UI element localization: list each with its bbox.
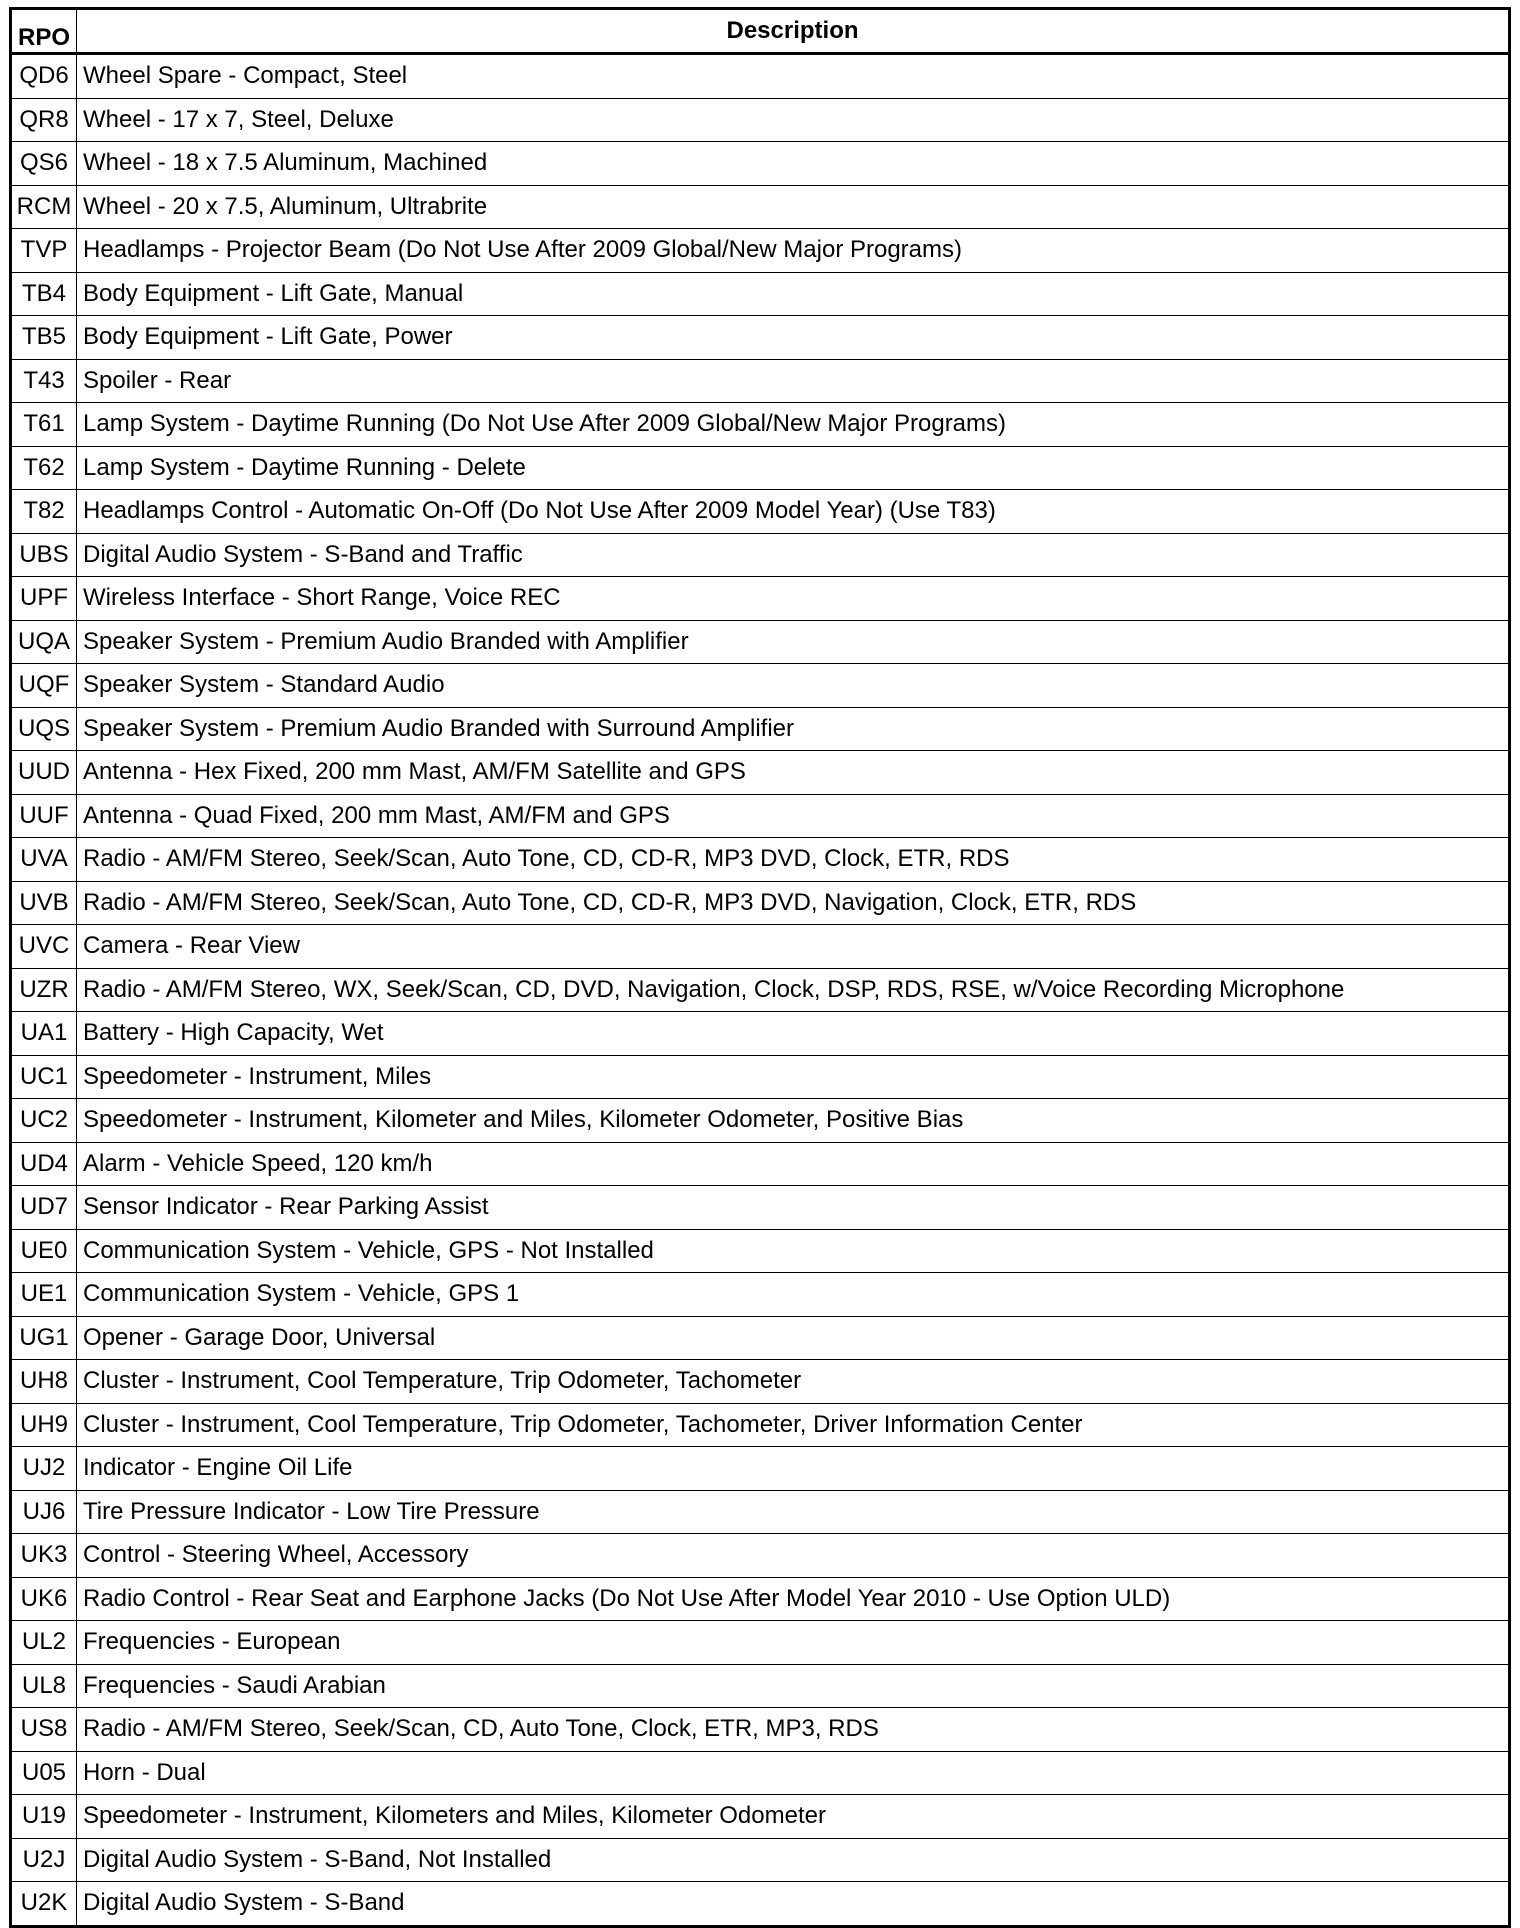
table-row: [11, 359, 1510, 403]
rpo-description-cell: Control - Steering Wheel, Accessory: [77, 1534, 1510, 1578]
rpo-description-cell: Speaker System - Premium Audio Branded with Amplifier: [77, 620, 1510, 664]
table-row: [11, 1664, 1510, 1708]
table-row: [11, 98, 1510, 142]
rpo-description-cell: Wheel Spare - Compact, Steel: [77, 54, 1510, 99]
rpo-description-cell: Speedometer - Instrument, Kilometer and Miles, Kilometer Odometer, Positive Bias: [77, 1099, 1510, 1143]
rpo-code-cell: UUD: [11, 751, 77, 795]
rpo-description-cell: Antenna - Hex Fixed, 200 mm Mast, AM/FM Satellite and GPS: [77, 751, 1510, 795]
table-row: [11, 620, 1510, 664]
rpo-code-cell: UC2: [11, 1099, 77, 1143]
rpo-code-cell: U2J: [11, 1838, 77, 1882]
rpo-table: [9, 7, 1511, 1928]
table-row: [11, 1447, 1510, 1491]
rpo-code-cell: QD6: [11, 54, 77, 99]
rpo-description-cell: Wireless Interface - Short Range, Voice REC: [77, 577, 1510, 621]
rpo-code-cell: UA1: [11, 1012, 77, 1056]
rpo-code-cell: T61: [11, 403, 77, 447]
rpo-code-cell: UL8: [11, 1664, 77, 1708]
rpo-description-cell: Digital Audio System - S-Band: [77, 1882, 1510, 1927]
rpo-code-cell: UPF: [11, 577, 77, 621]
rpo-code-cell: T43: [11, 359, 77, 403]
rpo-code-cell: UG1: [11, 1316, 77, 1360]
rpo-description-cell: Tire Pressure Indicator - Low Tire Pressure: [77, 1490, 1510, 1534]
rpo-description-cell: Wheel - 20 x 7.5, Aluminum, Ultrabrite: [77, 185, 1510, 229]
table-row: [11, 1099, 1510, 1143]
rpo-code-cell: UVA: [11, 838, 77, 882]
rpo-code-cell: UC1: [11, 1055, 77, 1099]
rpo-code-cell: UZR: [11, 968, 77, 1012]
table-header: [11, 9, 1510, 54]
table-row: [11, 1708, 1510, 1752]
rpo-code-cell: UUF: [11, 794, 77, 838]
rpo-description-cell: Radio - AM/FM Stereo, Seek/Scan, Auto Tone, CD, CD-R, MP3 DVD, Navigation, Clock, ETR, RDS: [77, 881, 1510, 925]
rpo-description-cell: Antenna - Quad Fixed, 200 mm Mast, AM/FM and GPS: [77, 794, 1510, 838]
table-row: [11, 707, 1510, 751]
rpo-description-cell: Sensor Indicator - Rear Parking Assist: [77, 1186, 1510, 1230]
rpo-description-cell: Camera - Rear View: [77, 925, 1510, 969]
rpo-code-cell: UQF: [11, 664, 77, 708]
rpo-code-cell: TB5: [11, 316, 77, 360]
rpo-code-cell: UK3: [11, 1534, 77, 1578]
table-row: [11, 1403, 1510, 1447]
table-row: [11, 925, 1510, 969]
table-row: [11, 751, 1510, 795]
rpo-description-cell: Frequencies - European: [77, 1621, 1510, 1665]
rpo-code-cell: UJ2: [11, 1447, 77, 1491]
rpo-code-cell: UVB: [11, 881, 77, 925]
table-row: [11, 1838, 1510, 1882]
rpo-code-cell: UQA: [11, 620, 77, 664]
header-row: [11, 9, 1510, 54]
rpo-description-cell: Spoiler - Rear: [77, 359, 1510, 403]
table-row: [11, 1316, 1510, 1360]
table-row: [11, 142, 1510, 186]
table-row: [11, 1142, 1510, 1186]
rpo-description-cell: Opener - Garage Door, Universal: [77, 1316, 1510, 1360]
rpo-code-cell: TVP: [11, 229, 77, 273]
table-row: [11, 229, 1510, 273]
rpo-description-cell: Body Equipment - Lift Gate, Manual: [77, 272, 1510, 316]
rpo-description-cell: Headlamps - Projector Beam (Do Not Use After 2009 Global/New Major Programs): [77, 229, 1510, 273]
header-description: Description: [77, 9, 1510, 54]
rpo-description-cell: Wheel - 17 x 7, Steel, Deluxe: [77, 98, 1510, 142]
table-row: [11, 403, 1510, 447]
rpo-description-cell: Speaker System - Premium Audio Branded with Surround Amplifier: [77, 707, 1510, 751]
table-row: [11, 1490, 1510, 1534]
rpo-description-cell: Digital Audio System - S-Band, Not Installed: [77, 1838, 1510, 1882]
header-rpo: RPO: [11, 9, 77, 54]
rpo-code-cell: UVC: [11, 925, 77, 969]
table-row: [11, 881, 1510, 925]
table-row: [11, 533, 1510, 577]
table-row: [11, 1621, 1510, 1665]
rpo-description-cell: Headlamps Control - Automatic On-Off (Do Not Use After 2009 Model Year) (Use T83): [77, 490, 1510, 534]
table-row: [11, 1534, 1510, 1578]
table-row: [11, 316, 1510, 360]
rpo-code-cell: U19: [11, 1795, 77, 1839]
table-row: [11, 1577, 1510, 1621]
rpo-code-cell: UQS: [11, 707, 77, 751]
rpo-code-cell: UE0: [11, 1229, 77, 1273]
rpo-code-cell: UBS: [11, 533, 77, 577]
rpo-description-cell: Wheel - 18 x 7.5 Aluminum, Machined: [77, 142, 1510, 186]
rpo-description-cell: Radio - AM/FM Stereo, Seek/Scan, CD, Auto Tone, Clock, ETR, MP3, RDS: [77, 1708, 1510, 1752]
rpo-description-cell: Digital Audio System - S-Band and Traffic: [77, 533, 1510, 577]
table-row: [11, 1012, 1510, 1056]
rpo-description-cell: Frequencies - Saudi Arabian: [77, 1664, 1510, 1708]
rpo-description-cell: Lamp System - Daytime Running - Delete: [77, 446, 1510, 490]
rpo-code-cell: T62: [11, 446, 77, 490]
rpo-code-cell: U05: [11, 1751, 77, 1795]
rpo-code-cell: UE1: [11, 1273, 77, 1317]
table-row: [11, 54, 1510, 99]
rpo-code-cell: UH8: [11, 1360, 77, 1404]
rpo-description-cell: Horn - Dual: [77, 1751, 1510, 1795]
rpo-description-cell: Communication System - Vehicle, GPS - Not Installed: [77, 1229, 1510, 1273]
rpo-code-cell: UL2: [11, 1621, 77, 1665]
table-row: [11, 1055, 1510, 1099]
rpo-description-cell: Speedometer - Instrument, Kilometers and Miles, Kilometer Odometer: [77, 1795, 1510, 1839]
table-row: [11, 1882, 1510, 1927]
table-row: [11, 1360, 1510, 1404]
rpo-code-cell: US8: [11, 1708, 77, 1752]
rpo-code-cell: UJ6: [11, 1490, 77, 1534]
table-row: [11, 794, 1510, 838]
rpo-code-cell: T82: [11, 490, 77, 534]
rpo-code-cell: UD4: [11, 1142, 77, 1186]
rpo-description-cell: Cluster - Instrument, Cool Temperature, Trip Odometer, Tachometer, Driver Information Center: [77, 1403, 1510, 1447]
rpo-description-cell: Cluster - Instrument, Cool Temperature, Trip Odometer, Tachometer: [77, 1360, 1510, 1404]
table-row: [11, 1229, 1510, 1273]
table-row: [11, 577, 1510, 621]
table-row: [11, 968, 1510, 1012]
table-row: [11, 1795, 1510, 1839]
table-body: [11, 54, 1510, 1927]
table-row: [11, 446, 1510, 490]
rpo-code-cell: UK6: [11, 1577, 77, 1621]
table-row: [11, 1186, 1510, 1230]
table-row: [11, 185, 1510, 229]
table-row: [11, 1273, 1510, 1317]
table-row: [11, 490, 1510, 534]
rpo-code-cell: QS6: [11, 142, 77, 186]
rpo-description-cell: Body Equipment - Lift Gate, Power: [77, 316, 1510, 360]
rpo-code-cell: U2K: [11, 1882, 77, 1927]
table-row: [11, 838, 1510, 882]
rpo-code-cell: QR8: [11, 98, 77, 142]
rpo-description-cell: Indicator - Engine Oil Life: [77, 1447, 1510, 1491]
rpo-description-cell: Radio Control - Rear Seat and Earphone Jacks (Do Not Use After Model Year 2010 - Use Option ULD): [77, 1577, 1510, 1621]
rpo-code-cell: TB4: [11, 272, 77, 316]
rpo-description-cell: Radio - AM/FM Stereo, Seek/Scan, Auto Tone, CD, CD-R, MP3 DVD, Clock, ETR, RDS: [77, 838, 1510, 882]
rpo-description-cell: Lamp System - Daytime Running (Do Not Use After 2009 Global/New Major Programs): [77, 403, 1510, 447]
rpo-description-cell: Communication System - Vehicle, GPS 1: [77, 1273, 1510, 1317]
table-row: [11, 1751, 1510, 1795]
table-row: [11, 664, 1510, 708]
rpo-code-cell: UH9: [11, 1403, 77, 1447]
rpo-description-cell: Speedometer - Instrument, Miles: [77, 1055, 1510, 1099]
rpo-code-cell: RCM: [11, 185, 77, 229]
rpo-description-cell: Speaker System - Standard Audio: [77, 664, 1510, 708]
rpo-description-cell: Radio - AM/FM Stereo, WX, Seek/Scan, CD, DVD, Navigation, Clock, DSP, RDS, RSE, w/Voice Recording Microphone: [77, 968, 1510, 1012]
rpo-description-cell: Alarm - Vehicle Speed, 120 km/h: [77, 1142, 1510, 1186]
table-row: [11, 272, 1510, 316]
rpo-code-cell: UD7: [11, 1186, 77, 1230]
rpo-description-cell: Battery - High Capacity, Wet: [77, 1012, 1510, 1056]
